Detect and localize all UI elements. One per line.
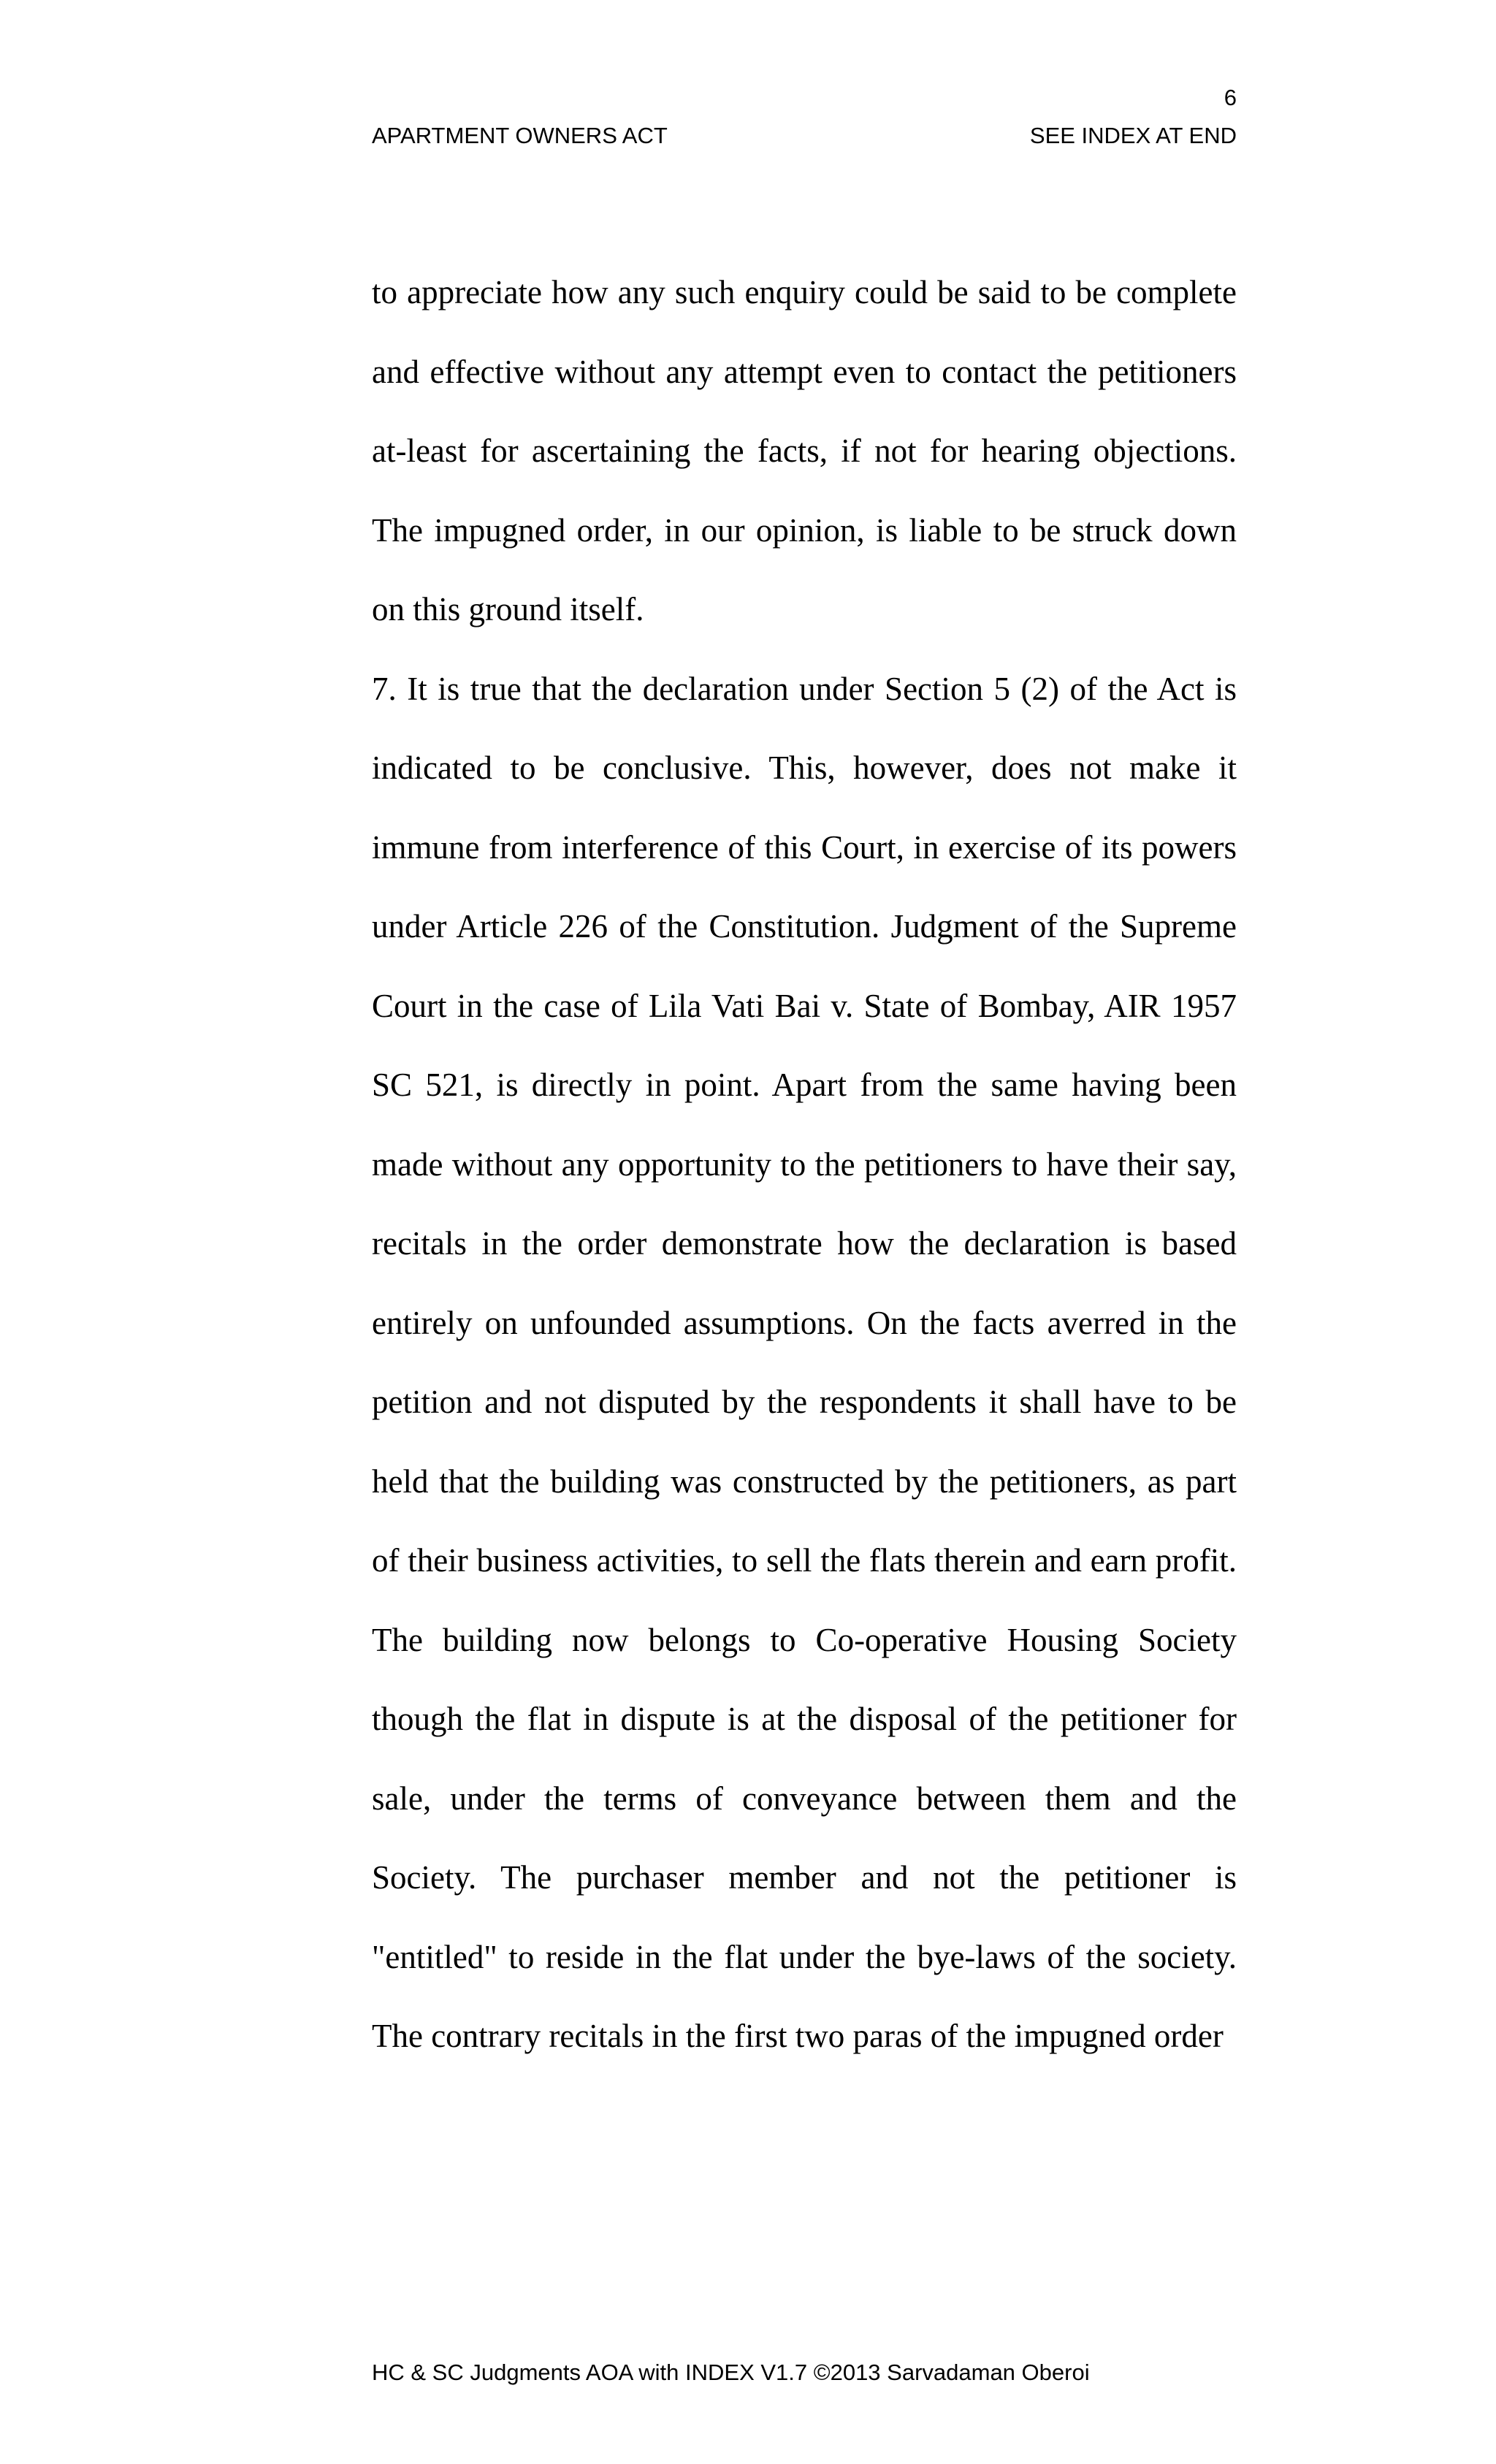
document-body [372, 253, 1237, 2076]
paragraph-7: 7. It is true that the declaration under Section 5 (2) of the Act is indicated to be conclusive. This, however, does not make it immune from interference of this Court, in exercise of its powers under Article 226 of the Constitution. Judgment of the Supreme Court in the case of Lila Vati Bai v. State of Bombay, AIR 1957 SC 521, is directly in point. Apart from the same having been made without any opportunity to the petitioners to have their say, recitals in the order demonstrate how the declaration is based entirely on unfounded assumptions. On the facts averred in the petition and not disputed by the respondents it shall have to be held that the building was constructed by the petitioners, as part of their business activities, to sell the flats therein and earn profit. The building now belongs to Co-operative Housing Society though the flat in dispute is at the disposal of the petitioner for sale, under the terms of conveyance between them and the Society. The purchaser member and not the petitioner is "entitled" to reside in the flat under the bye-laws of the society. The contrary recitals in the first two paras of the impugned order [372, 670, 1237, 2054]
page-number: 6 [1224, 85, 1237, 110]
page-footer: HC & SC Judgments AOA with INDEX V1.7 ©2013 Sarvadaman Oberoi [372, 2360, 1090, 2385]
header-index-note: SEE INDEX AT END [1029, 123, 1237, 148]
paragraph-continuation: to appreciate how any such enquiry could be said to be complete and effective without any attempt even to contact the petitioners at-least for ascertaining the facts, if not for hearing objections. The impugned order, in our opinion, is liable to be struck down on this ground itself. [372, 274, 1237, 628]
header-title: APARTMENT OWNERS ACT [372, 123, 668, 148]
